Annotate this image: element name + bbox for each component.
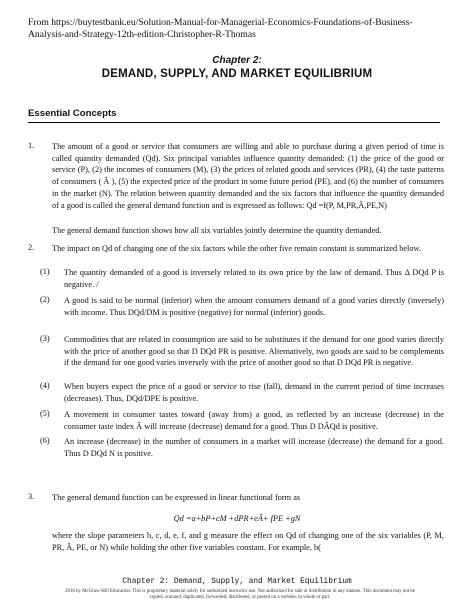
subitem-tail-2: is positive. xyxy=(341,421,378,431)
subitem-tail-2: is negative. xyxy=(375,358,414,368)
subitem-number: (6) xyxy=(40,436,50,445)
subitem-body: When buyers expect the price of a good or service to rise (fall), demand in the current period of time increases (decreases). Thus, xyxy=(64,382,444,403)
subitem-formula-2: D DÂQd xyxy=(309,421,340,431)
subitem-text xyxy=(64,334,444,369)
item-number: 2. xyxy=(28,243,35,252)
subitem-body: A movement in consumer tastes toward (away from) a good, as reflected by an increase (decrease) in the consumer taste index xyxy=(64,410,444,431)
subitem-number: (3) xyxy=(40,334,50,343)
subitem-tail: is negative. / xyxy=(64,268,445,289)
subitem-formula: Â xyxy=(136,421,143,431)
subitem-body: The quantity demanded of a good is inversely related to its own price by the law of demand. Thus xyxy=(64,268,402,277)
item-3-after: where the slope parameters b, c, d, e, f, and g measure the effect on Qd of changing one of the six variables (P, M, PR, Â, PE, or N) while holding the other five variables constant. For example, b( xyxy=(52,531,444,552)
subitem-text xyxy=(64,381,444,404)
source-line: From https://buytestbank.eu/Solution-Manual-for-Managerial-Economics-Foundations-of-Business-Analysis-and-Strategy-12th-edition-Christopher-R-Thomas xyxy=(28,17,413,40)
subitem-number: (4) xyxy=(40,381,50,390)
chapter-title: DEMAND, SUPPLY, AND MARKET EQUILIBRIUM xyxy=(101,68,373,80)
subitem-number: (1) xyxy=(40,267,50,276)
subitem-formula: D DQd N xyxy=(82,448,115,458)
chapter-label: Chapter 2: xyxy=(212,55,262,66)
subitem-text xyxy=(64,267,444,290)
linear-demand-formula: Qd =a+bP+cM +dPR+eÂ+ fPE +gN xyxy=(173,514,301,523)
item-2-intro: The impact on Qd of changing one of the six factors while the other five remain constant is summarized below. xyxy=(52,244,422,253)
item-1-followup: The general demand function shows how all six variables jointly determine the quantity demanded. xyxy=(52,226,382,235)
item-1-text: The amount of a good or service that consumers are willing and able to purchase during a given period of time is called quantity demanded (Qd). Six principal variables influence quantity demanded: (1) the price of the good or service (P), (2) the incomes of consumers (M), (3) the prices of related goods and services (PR), (4) the taste patterns of consumers ( Â ), (5) the expected price of the product in some future period (PE), and (6) the number of consumers in the market (N). The relation between quantity demanded and the six factors that influence the quantity demanded of a good is called the general demand function and is expressed as follows: Qd =f(P, M,PR,Â,PE,N) xyxy=(52,142,444,210)
subitem-formula: Δ DQd P xyxy=(404,268,436,277)
section-heading: Essential Concepts xyxy=(28,108,117,119)
subitem-number: (2) xyxy=(40,295,50,304)
subitem-text xyxy=(64,436,444,459)
subitem-formula: D DQd PR xyxy=(191,346,229,356)
subitem-text xyxy=(64,409,444,432)
page-footer: Chapter 2: Demand, Supply, and Market Equilibrium xyxy=(122,578,352,586)
subitem-tail: will increase (decrease) demand for a good. Thus xyxy=(144,421,308,431)
subitem-tail: is positive. xyxy=(162,393,199,403)
subitem-formula: DQd/DPE xyxy=(126,393,161,403)
copyright-notice: 2016 by McGraw-Hill Education. This is proprietary material solely for authorized instructor use. Not authorized for sale or distribution in any manner. This document may not be copied, scanned, duplicated, forwarded, distributed, or posted on a website, in whole or part. xyxy=(65,589,415,600)
subitem-body: A good is said to be normal (inferior) when the amount consumers demand of a good varies directly (inversely) with income. Thus xyxy=(64,296,444,317)
subitem-body: Commodities that are related in consumption are said to be substitutes if the demand for one good varies directly with the price of another good so that xyxy=(64,335,444,356)
subitem-tail: is positive. xyxy=(117,448,153,458)
subitem-body: An increase (decrease) in the number of consumers in a market will increase (decrease) the demand for a good. Thus xyxy=(64,437,444,458)
item-number: 3. xyxy=(28,492,35,501)
subitem-tail: is positive (negative) for normal (inferior) goods. xyxy=(161,307,326,317)
item-number: 1. xyxy=(28,141,35,150)
heading-rule xyxy=(28,122,440,123)
item-3-intro: The general demand function can be expressed in linear functional form as xyxy=(52,493,301,502)
subitem-number: (5) xyxy=(40,409,50,418)
subitem-text xyxy=(64,295,444,318)
subitem-formula: DQd/DM xyxy=(127,307,160,317)
subitem-formula-2: D DQd PR xyxy=(336,358,374,368)
subitem-tail: is positive. Alternatively, two goods are said to be complements if the demand for one good varies inversely with the price of another good so that xyxy=(64,346,445,368)
